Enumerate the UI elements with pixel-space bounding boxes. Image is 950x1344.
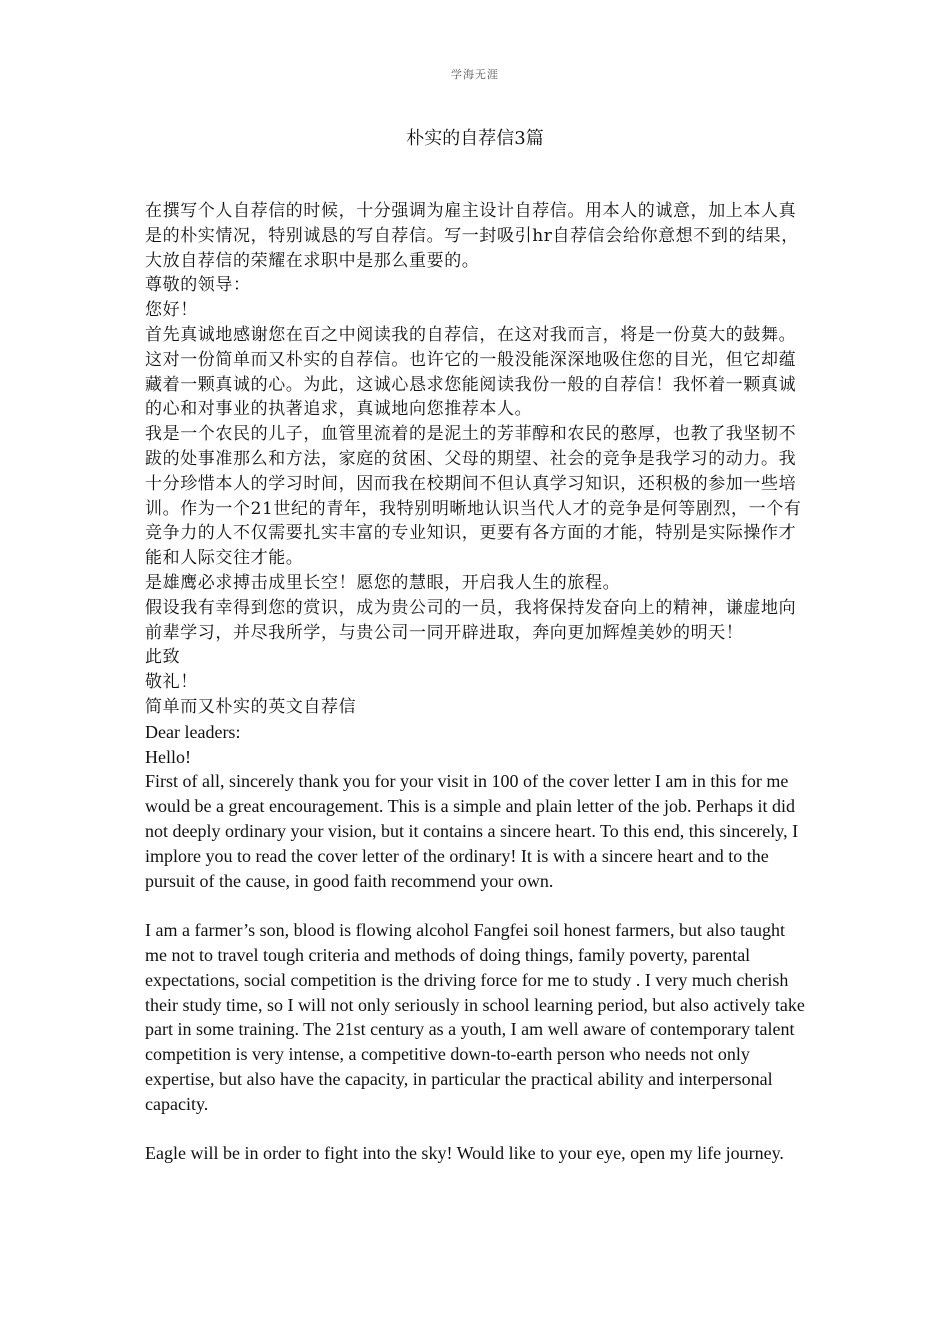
closing-regards: 敬礼！ (145, 672, 198, 693)
english-paragraph: Eagle will be in order to fight into the sky! Would like to your eye, open my life journey. (145, 1143, 784, 1164)
paragraph-spacer (145, 1116, 807, 1141)
page-header: 学海无涯 (451, 68, 499, 81)
english-paragraph: I am a farmer’s son, blood is flowing alcohol Fangfei soil honest farmers, but also taught me not to travel tough criteria and methods of doing things, family poverty, parental expectations, social competition is the driving force for me to study . I very much cherish their study time, so I will not only seriously in school learning period, but also actively take part in some training. The 21st century as a youth, I am well aware of contemporary talent competition is very intense, a competitive down-to-earth person who needs not only expertise, but also have the capacity, in particular the practical ability and interpersonal capacity. (145, 920, 805, 1114)
intro-paragraph: 在撰写个人自荐信的时候，十分强调为雇主设计自荐信。用本人的诚意，加上本人真是的朴实情况，特别诚恳的写自荐信。写一封吸引hr自荐信会给你意想不到的结果，大放自荐信的荣耀在求职中是那么重要的。 (145, 201, 799, 271)
body-paragraph: 首先真诚地感谢您在百之中阅读我的自荐信，在这对我而言，将是一份莫大的鼓舞。这对一份简单而又朴实的自荐信。也许它的一般没能深深地吸住您的目光，但它却蕴藏着一颗真诚的心。为此，这诚心恳求您能阅读我份一般的自荐信！我怀着一颗真诚的心和对事业的执著追求，真诚地向您推荐本人。 (145, 324, 797, 420)
english-salutation: Dear leaders: (145, 721, 241, 742)
greeting: 您好！ (145, 300, 198, 321)
paragraph-spacer (145, 893, 807, 918)
salutation: 尊敬的领导： (145, 275, 251, 296)
closing-line: 此致 (145, 647, 181, 668)
section-heading: 简单而又朴实的英文自荐信 (145, 696, 357, 717)
body-paragraph: 是雄鹰必求搏击成里长空！愿您的慧眼，开启我人生的旅程。 (145, 572, 621, 593)
document-title: 朴实的自荐信3篇 (406, 128, 544, 149)
english-greeting: Hello! (145, 746, 191, 767)
document-body (145, 199, 807, 1166)
english-paragraph: First of all, sincerely thank you for your visit in 100 of the cover letter I am in this for me would be a great encouragement. This is a simple and plain letter of the job. Perhaps it did not deeply ordinary your vision, but it contains a sincere heart. To this end, this sincerely, I implore you to read the cover letter of the ordinary! It is with a sincere heart and to the pursuit of the cause, in good faith recommend your own. (145, 771, 799, 891)
body-paragraph: 我是一个农民的儿子，血管里流着的是泥土的芳菲醇和农民的憨厚，也教了我坚韧不跋的处事准那么和方法，家庭的贫困、父母的期望、社会的竞争是我学习的动力。我十分珍惜本人的学习时间，因而我在校期间不但认真学习知识，还积极的参加一些培训。作为一个21世纪的青年，我特别明晰地认识当代人才的竞争是何等剧烈，一个有竞争力的人不仅需要扎实丰富的专业知识，更要有各方面的才能，特别是实际操作才能和人际交往才能。 (145, 424, 802, 569)
body-paragraph: 假设我有幸得到您的赏识，成为贵公司的一员，我将保持发奋向上的精神，谦虚地向前辈学习，并尽我所学，与贵公司一同开辟进取，奔向更加辉煌美妙的明天！ (145, 597, 797, 643)
